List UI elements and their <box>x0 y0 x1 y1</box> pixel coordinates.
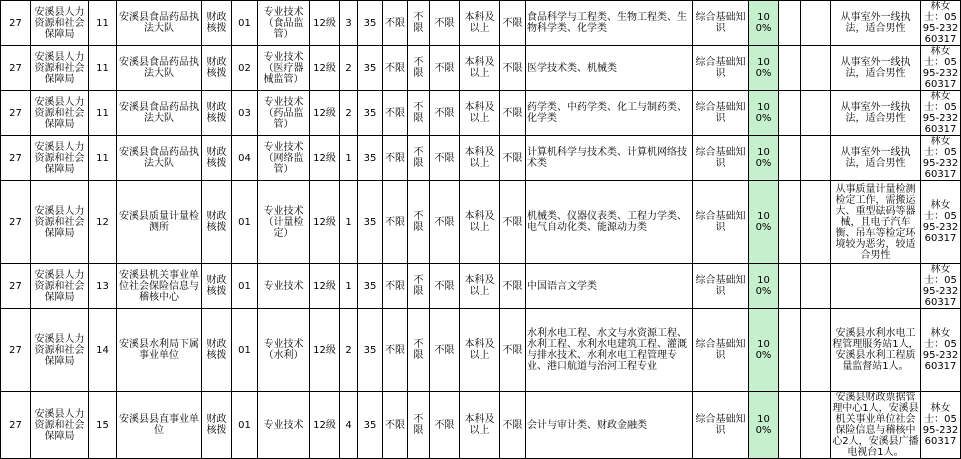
unit-code-cell: 14 <box>89 309 117 392</box>
ethnicity-cell: 不限 <box>408 392 430 459</box>
ethnicity-cell: 不限 <box>408 1 430 46</box>
degree-cell: 不限 <box>500 136 526 181</box>
unit-code-cell: 12 <box>89 181 117 264</box>
extra-cell-a <box>779 181 801 264</box>
degree-cell: 不限 <box>500 1 526 46</box>
funding-cell: 财政核拨 <box>202 309 232 392</box>
post-code-cell: 01 <box>232 392 258 459</box>
funding-cell: 财政核拨 <box>202 264 232 309</box>
major-cell: 药学类、中药学类、化工与制药类、化学类 <box>526 91 693 136</box>
level-cell: 12级 <box>310 309 340 392</box>
table-row <box>1 309 961 392</box>
level-cell: 12级 <box>310 392 340 459</box>
gender-cell: 不限 <box>383 46 408 91</box>
gender-cell: 不限 <box>383 91 408 136</box>
agency-cell: 安溪县人力资源和社会保障局 <box>31 46 89 91</box>
gender-cell: 不限 <box>383 136 408 181</box>
degree-cell: 不限 <box>500 392 526 459</box>
ratio-cell: 100% <box>749 392 779 459</box>
table-row <box>1 91 961 136</box>
education-cell: 本科及以上 <box>460 181 500 264</box>
post-type-cell: 专业技术（食品监管） <box>258 1 310 46</box>
age-cell: 35 <box>358 264 383 309</box>
post-type-cell: 专业技术（网络监管） <box>258 136 310 181</box>
unit-code-cell: 11 <box>89 46 117 91</box>
table-row <box>1 1 961 46</box>
extra-cell-a <box>779 46 801 91</box>
extra-cell-a <box>779 136 801 181</box>
politics-cell: 不限 <box>430 46 460 91</box>
exam-cell: 综合基础知识 <box>693 136 749 181</box>
age-cell: 35 <box>358 309 383 392</box>
remarks-cell <box>831 264 921 309</box>
count-cell: 1 <box>340 181 358 264</box>
funding-cell: 财政核拨 <box>202 181 232 264</box>
politics-cell: 不限 <box>430 309 460 392</box>
unit-code-cell: 13 <box>89 264 117 309</box>
exam-cell: 综合基础知识 <box>693 1 749 46</box>
politics-cell: 不限 <box>430 392 460 459</box>
gender-cell: 不限 <box>383 1 408 46</box>
post-code-cell: 01 <box>232 264 258 309</box>
count-cell: 4 <box>340 392 358 459</box>
agency-cell: 安溪县人力资源和社会保障局 <box>31 181 89 264</box>
unit-name-cell: 安溪县食品药品执法大队 <box>117 91 202 136</box>
funding-cell: 财政核拨 <box>202 392 232 459</box>
extra-cell-a <box>779 392 801 459</box>
major-cell: 医学技术类、机械类 <box>526 46 693 91</box>
seq-cell: 27 <box>1 309 31 392</box>
gender-cell: 不限 <box>383 181 408 264</box>
contact-cell: 林女士：0595-23260317 <box>921 91 961 136</box>
unit-name-cell: 安溪县食品药品执法大队 <box>117 1 202 46</box>
politics-cell: 不限 <box>430 91 460 136</box>
agency-cell: 安溪县人力资源和社会保障局 <box>31 91 89 136</box>
contact-cell: 林女士：0595-23260317 <box>921 392 961 459</box>
count-cell: 2 <box>340 91 358 136</box>
extra-cell-b <box>801 1 831 46</box>
gender-cell: 不限 <box>383 309 408 392</box>
seq-cell: 27 <box>1 1 31 46</box>
exam-cell: 综合基础知识 <box>693 264 749 309</box>
unit-code-cell: 11 <box>89 136 117 181</box>
table-row <box>1 136 961 181</box>
extra-cell-b <box>801 392 831 459</box>
ethnicity-cell: 不限 <box>408 264 430 309</box>
exam-cell: 综合基础知识 <box>693 46 749 91</box>
unit-name-cell: 安溪县质量计量检测所 <box>117 181 202 264</box>
post-type-cell: 专业技术 <box>258 392 310 459</box>
ratio-cell: 100% <box>749 46 779 91</box>
ratio-cell: 100% <box>749 91 779 136</box>
count-cell: 1 <box>340 264 358 309</box>
ratio-cell: 100% <box>749 1 779 46</box>
unit-name-cell: 安溪县食品药品执法大队 <box>117 46 202 91</box>
level-cell: 12级 <box>310 1 340 46</box>
ethnicity-cell: 不限 <box>408 46 430 91</box>
major-cell: 会计与审计类、财政金融类 <box>526 392 693 459</box>
unit-name-cell: 安溪县机关事业单位社会保险信息与稽核中心 <box>117 264 202 309</box>
post-code-cell: 01 <box>232 1 258 46</box>
post-type-cell: 专业技术 <box>258 264 310 309</box>
remarks-cell: 从事室外一线执法，适合男性 <box>831 46 921 91</box>
level-cell: 12级 <box>310 181 340 264</box>
gender-cell: 不限 <box>383 264 408 309</box>
major-cell: 水利水电工程、水文与水资源工程、水利工程、水利水电建筑工程、灌溉与排水技术、水利水电工程管理专业、港口航道与治河工程专业 <box>526 309 693 392</box>
unit-name-cell: 安溪县县直事业单位 <box>117 392 202 459</box>
seq-cell: 27 <box>1 264 31 309</box>
politics-cell: 不限 <box>430 181 460 264</box>
exam-cell: 综合基础知识 <box>693 91 749 136</box>
remarks-cell: 安溪县财政票据管理中心1人，安溪县机关事业单位社会保险信息与稽核中心2人，安溪县广播电视台1人。 <box>832 392 919 458</box>
politics-cell: 不限 <box>430 1 460 46</box>
level-cell: 12级 <box>310 46 340 91</box>
major-cell: 计算机科学与技术类、计算机网络技术类 <box>526 136 693 181</box>
extra-cell-b <box>801 264 831 309</box>
funding-cell: 财政核拨 <box>202 1 232 46</box>
count-cell: 1 <box>340 136 358 181</box>
politics-cell: 不限 <box>430 264 460 309</box>
post-type-cell: 专业技术（医疗器械监管） <box>258 46 310 91</box>
agency-cell: 安溪县人力资源和社会保障局 <box>31 309 89 392</box>
age-cell: 35 <box>358 136 383 181</box>
post-type-cell: 专业技术（水利） <box>258 309 310 392</box>
exam-cell: 综合基础知识 <box>693 181 749 264</box>
education-cell: 本科及以上 <box>460 136 500 181</box>
remarks-cell: 从事质量计量检测检定工作，需搬运大、重型砝码等器械，且电子汽车衡、吊车等检定环境较为恶劣，较适合男性 <box>831 181 921 264</box>
level-cell: 12级 <box>310 136 340 181</box>
age-cell: 35 <box>358 181 383 264</box>
age-cell: 35 <box>358 91 383 136</box>
agency-cell: 安溪县人力资源和社会保障局 <box>31 136 89 181</box>
seq-cell: 27 <box>1 392 31 459</box>
seq-cell: 27 <box>1 46 31 91</box>
education-cell: 本科及以上 <box>460 46 500 91</box>
extra-cell-b <box>801 309 831 392</box>
level-cell: 12级 <box>310 264 340 309</box>
extra-cell-a <box>779 91 801 136</box>
table-row <box>1 181 961 264</box>
post-type-cell: 专业技术（计量检定） <box>258 181 310 264</box>
seq-cell: 27 <box>1 181 31 264</box>
contact-cell: 林女士：0595-23260317 <box>921 309 961 392</box>
education-cell: 本科及以上 <box>460 392 500 459</box>
ratio-cell: 100% <box>749 309 779 392</box>
exam-cell: 综合基础知识 <box>693 392 749 459</box>
degree-cell: 不限 <box>500 264 526 309</box>
post-code-cell: 04 <box>232 136 258 181</box>
education-cell: 本科及以上 <box>460 91 500 136</box>
count-cell: 2 <box>340 309 358 392</box>
unit-code-cell: 11 <box>89 1 117 46</box>
education-cell: 本科及以上 <box>460 309 500 392</box>
ratio-cell: 100% <box>749 181 779 264</box>
post-code-cell: 02 <box>232 46 258 91</box>
funding-cell: 财政核拨 <box>202 46 232 91</box>
major-cell: 食品科学与工程类、生物工程类、生物科学类、化学类 <box>526 1 693 46</box>
count-cell: 2 <box>340 46 358 91</box>
age-cell: 35 <box>358 1 383 46</box>
remarks-cell: 安溪县水利水电工程管理服务站1人，安溪县水利工程质量监督站1人。 <box>831 309 921 392</box>
ethnicity-cell: 不限 <box>408 309 430 392</box>
post-code-cell: 01 <box>232 181 258 264</box>
contact-cell: 林女士：0595-23260317 <box>921 181 961 264</box>
count-cell: 3 <box>340 1 358 46</box>
major-cell: 中国语言文学类 <box>526 264 693 309</box>
seq-cell: 27 <box>1 136 31 181</box>
agency-cell: 安溪县人力资源和社会保障局 <box>31 264 89 309</box>
age-cell: 35 <box>358 392 383 459</box>
extra-cell-b <box>801 181 831 264</box>
funding-cell: 财政核拨 <box>202 136 232 181</box>
degree-cell: 不限 <box>500 46 526 91</box>
funding-cell: 财政核拨 <box>202 91 232 136</box>
extra-cell-a <box>779 264 801 309</box>
ethnicity-cell: 不限 <box>408 136 430 181</box>
ethnicity-cell: 不限 <box>408 91 430 136</box>
post-code-cell: 01 <box>232 309 258 392</box>
remarks-cell: 从事室外一线执法，适合男性 <box>831 136 921 181</box>
exam-cell: 综合基础知识 <box>693 309 749 392</box>
extra-cell-a <box>779 1 801 46</box>
contact-cell: 林女士：0595-23260317 <box>921 136 961 181</box>
agency-cell: 安溪县人力资源和社会保障局 <box>31 392 89 459</box>
contact-cell: 林女士：0595-23260317 <box>921 1 961 46</box>
unit-name-cell: 安溪县水利局下属事业单位 <box>117 309 202 392</box>
unit-name-cell: 安溪县食品药品执法大队 <box>117 136 202 181</box>
gender-cell: 不限 <box>383 392 408 459</box>
politics-cell: 不限 <box>430 136 460 181</box>
major-cell: 机械类、仪器仪表类、工程力学类、电气自动化类、能源动力类 <box>526 181 693 264</box>
post-type-cell: 专业技术（药品监管） <box>258 91 310 136</box>
education-cell: 本科及以上 <box>460 264 500 309</box>
seq-cell: 27 <box>1 91 31 136</box>
ethnicity-cell: 不限 <box>408 181 430 264</box>
extra-cell-b <box>801 46 831 91</box>
post-code-cell: 03 <box>232 91 258 136</box>
remarks-cell: 从事室外一线执法，适合男性 <box>831 91 921 136</box>
ratio-cell: 100% <box>749 264 779 309</box>
education-cell: 本科及以上 <box>460 1 500 46</box>
agency-cell: 安溪县人力资源和社会保障局 <box>31 1 89 46</box>
ratio-cell: 100% <box>749 136 779 181</box>
age-cell: 35 <box>358 46 383 91</box>
table-row <box>1 392 961 459</box>
unit-code-cell: 11 <box>89 91 117 136</box>
extra-cell-b <box>801 136 831 181</box>
contact-cell: 林女士：0595-23260317 <box>921 264 961 309</box>
extra-cell-a <box>779 309 801 392</box>
table-row <box>1 46 961 91</box>
level-cell: 12级 <box>310 91 340 136</box>
remarks-cell: 从事室外一线执法，适合男性 <box>831 1 921 46</box>
degree-cell: 不限 <box>500 91 526 136</box>
degree-cell: 不限 <box>500 181 526 264</box>
unit-code-cell: 15 <box>89 392 117 459</box>
table-row <box>1 264 961 309</box>
degree-cell: 不限 <box>500 309 526 392</box>
extra-cell-b <box>801 91 831 136</box>
contact-cell: 林女士：0595-23260317 <box>921 46 961 91</box>
